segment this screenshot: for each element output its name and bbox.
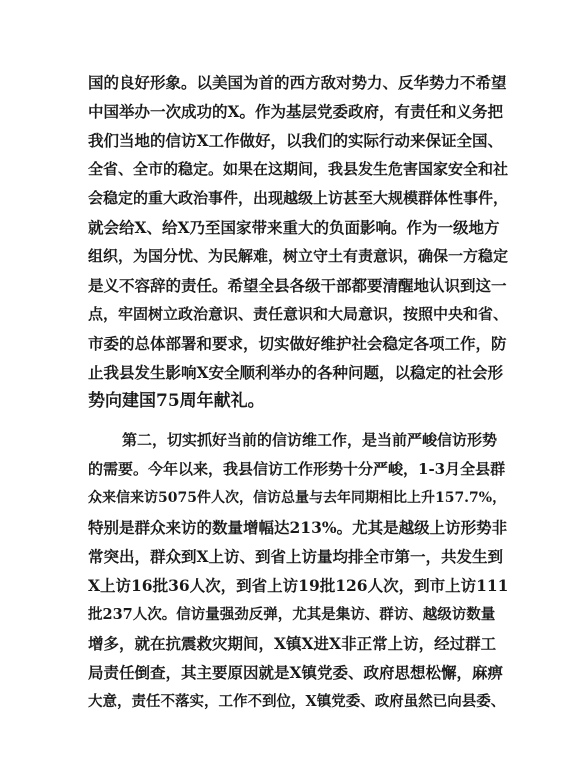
text-line: 组织，为国分忧、为民解难，树立守土有责意识，确保一方稳定: [88, 247, 509, 265]
text-line: 我们当地的信访X工作做好，以我们的实际行动来保证全国、: [88, 131, 504, 150]
text-line: 常突出，群众到X上访、到省上访量均排全市第一，共发生到: [88, 547, 504, 566]
text-line: 国的良好形象。以美国为首的西方敌对势力、反华势力不希望: [88, 73, 507, 92]
text-line: 局责任倒查，其主要原因就是X镇党委、政府思想松懈，麻痹: [88, 663, 504, 682]
paragraph-2: [88, 426, 508, 716]
text-line: 点，牢固树立政治意识、责任意识和大局意识，按照中央和省、: [88, 305, 509, 323]
text-line: 是义不容辞的责任。希望全县各级干部都要清醒地认识到这一: [88, 276, 507, 295]
text-line: 的需要。今年以来，我县信访工作形势十分严峻，1-3月全县群: [88, 460, 506, 478]
document-body: [88, 68, 508, 716]
text-line: 特别是群众来访的数量增幅达213%。尤其是越级上访形势非: [88, 518, 508, 537]
text-line: 就会给X、给X乃至国家带来重大的负面影响。作为一级地方: [88, 218, 500, 237]
text-line: 止我县发生影响X安全顺利举办的各种问题，以稳定的社会形: [88, 363, 504, 382]
text-line: 市委的总体部署和要求，切实做好维护社会稳定各项工作，防: [88, 334, 507, 353]
text-line: 增多，就在抗震救灾期间，X镇X进X非正常上访，经过群工: [88, 634, 497, 653]
text-line: 全省、全市的稳定。如果在这期间，我县发生危害国家安全和社: [88, 160, 509, 178]
text-line: 批237人次。信访量强劲反弹，尤其是集访、群访、越级访数量: [88, 606, 496, 623]
text-line: 势向建国75周年献礼。: [88, 391, 265, 411]
text-line: 第二，切实抓好当前的信访维工作，是当前严峻信访形势: [122, 431, 498, 449]
text-line: 会稳定的重大政治事件，出现越级上访甚至大规模群体性事件，: [88, 189, 509, 207]
text-line: 大意，责任不落实，工作不到位，X镇党委、政府虽然已向县委、: [88, 693, 506, 710]
text-line: 中国举办一次成功的X。作为基层党委政府，有责任和义务把: [88, 102, 504, 121]
paragraph-1: [88, 68, 508, 416]
text-line: X上访16批36人次，到省上访19批126人次，到市上访111: [88, 576, 509, 595]
text-line: 众来信来访5075件人次，信访总量与去年同期相比上升157.7%，: [88, 490, 507, 506]
